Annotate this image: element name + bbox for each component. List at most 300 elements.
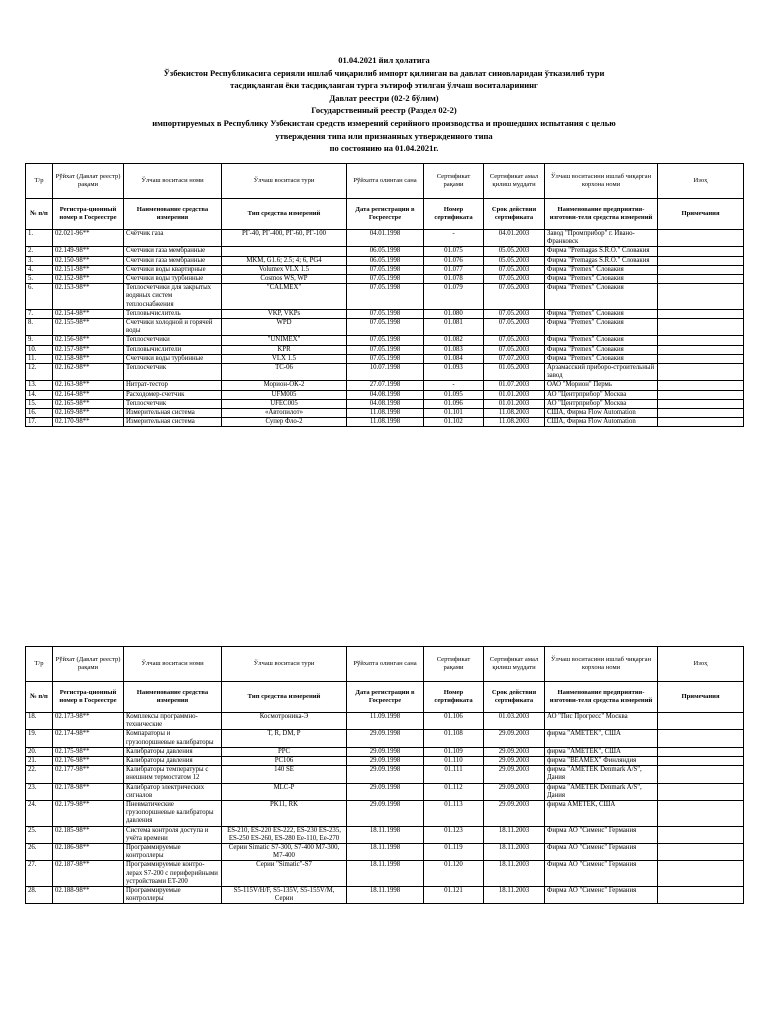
table-cell: 29.09.1998 [347, 757, 424, 766]
table-row [26, 766, 744, 783]
table-cell: 01.079 [424, 284, 484, 310]
registry-table-page-1 [25, 163, 744, 427]
table-cell [658, 844, 744, 861]
table-cell [658, 319, 744, 336]
table-cell [658, 275, 744, 284]
heading-state-date: по состоянию на 01.04.2021г. [329, 143, 439, 154]
table-cell: 07.05.1998 [347, 309, 424, 318]
table-cell: 3. [26, 256, 53, 265]
table-cell: РГ-40, РГ-400, РГ-60, РГ-100 [222, 230, 347, 247]
table-cell: Пневматические грузопоршневые калибраторы давления [124, 801, 222, 827]
table-row [26, 275, 744, 284]
table-cell: 19. [26, 730, 53, 747]
table-cell: 01.081 [424, 319, 484, 336]
table-cell: 02.155-98** [53, 319, 124, 336]
table-cell: Счетчики воды турбинные [124, 354, 222, 363]
table-cell [658, 354, 744, 363]
table-cell: "CALMEX" [222, 284, 347, 310]
table-cell: 2. [26, 247, 53, 256]
table-cell: Фирма "Premagas S.R.O." Словакия [545, 247, 658, 256]
table-cell: PPC [222, 747, 347, 756]
table-cell: 01.123 [424, 826, 484, 843]
table-row [26, 345, 744, 354]
header-cell: Примечания [658, 682, 744, 713]
table-cell [658, 265, 744, 274]
table-cell: 02.169-98** [53, 409, 124, 418]
table-cell: MKM, G1.6; 2.5; 4; 6, PG4 [222, 256, 347, 265]
document-heading [60, 54, 708, 155]
table-cell: 29.09.2003 [484, 783, 545, 800]
table-cell: 07.05.2003 [484, 284, 545, 310]
table-cell: Калибраторы температуры с внешним термостатом 12 [124, 766, 222, 783]
table-row [26, 309, 744, 318]
table-cell [658, 256, 744, 265]
table-cell: 7. [26, 309, 53, 318]
table-cell: 11. [26, 354, 53, 363]
header-cell: № п/п [26, 682, 53, 713]
table-cell: 07.05.1998 [347, 354, 424, 363]
table-cell: Программируемые контроллеры [124, 887, 222, 904]
table-cell: 6. [26, 284, 53, 310]
table-cell: 02.149-98** [53, 247, 124, 256]
table-cell: 28. [26, 887, 53, 904]
table-cell: 29.09.2003 [484, 757, 545, 766]
table-cell: «Автопилот» [222, 409, 347, 418]
table-cell: 02.179-98** [53, 801, 124, 827]
table-row [26, 801, 744, 827]
header-cell: Срок действия сертификата [484, 199, 545, 230]
table-row [26, 730, 744, 747]
table-cell [658, 801, 744, 827]
table-cell: T, R, DM, P [222, 730, 347, 747]
table-cell: Завод "Промприбор" г. Ивано-Франковск [545, 230, 658, 247]
table-cell [222, 247, 347, 256]
table-row [26, 399, 744, 408]
table-cell: UFM005 [222, 390, 347, 399]
table-cell: 02.163-98** [53, 381, 124, 390]
table-row [26, 418, 744, 427]
header-cell: Ўлчаш воситасини ишлаб чиқарган корхона номи [545, 647, 658, 682]
table-cell: Фирма "Premex" Словакия [545, 345, 658, 354]
table-cell: 01.07.2003 [484, 381, 545, 390]
table-cell: 02.158-98** [53, 354, 124, 363]
header-cell: Регистра-ционный номер в Госреестре [53, 682, 124, 713]
table-cell [658, 887, 744, 904]
table-cell [658, 284, 744, 310]
table-cell: 01.083 [424, 345, 484, 354]
table-row [26, 409, 744, 418]
table-cell: Теплосчетчики [124, 336, 222, 345]
table-cell: 18.11.2003 [484, 826, 545, 843]
header-cell: № п/п [26, 199, 53, 230]
table-cell: 06.05.1998 [347, 247, 424, 256]
table-cell: 07.05.1998 [347, 345, 424, 354]
heading-title-uz: Ўзбекистон Республикасига серияли ишлаб чиқарилиб импорт қилинган ва давлат синовларидан ўтказилиб тури [163, 67, 605, 78]
table-cell: Фирма АО "Сименс" Германия [545, 844, 658, 861]
table-cell: Измерительная система [124, 418, 222, 427]
table-cell: Калибраторы давления [124, 747, 222, 756]
table-cell: 01.076 [424, 256, 484, 265]
table-cell: 18.11.1998 [347, 887, 424, 904]
heading-title-uz-2: тасдиқланган ёки тасдиқланган турга эътироф этилган ўлчаш воситаларининг [230, 80, 538, 91]
table-cell: 02.188-98** [53, 887, 124, 904]
table-cell: 01.075 [424, 247, 484, 256]
table-cell: Расходомер-счетчик [124, 390, 222, 399]
header-cell: Ўлчаш воситаси номи [124, 164, 222, 199]
header-cell: Наименование предприятия-изготови-теля средства измерений [545, 682, 658, 713]
table-cell: Фирма АО "Сименс" Германия [545, 861, 658, 887]
table-row [26, 757, 744, 766]
table-cell: 10.07.1998 [347, 364, 424, 381]
table-cell: Счетчики воды турбинные [124, 275, 222, 284]
table-row [26, 390, 744, 399]
table-cell [658, 783, 744, 800]
table-cell: 29.09.2003 [484, 730, 545, 747]
table-cell: 06.05.1998 [347, 256, 424, 265]
table-cell: Теплосчетчик [124, 399, 222, 408]
table-cell: фирма AMETEK, США [545, 801, 658, 827]
header-cell: Примечания [658, 199, 744, 230]
table-cell: ES-210, ES-220 ES-222, ES-230 ES-235, ES-250 ES-260, ES-280 Ee-110, Ee-270 [222, 826, 347, 843]
header-cell: Наименование средства измерения [124, 682, 222, 713]
table-cell: 18.11.2003 [484, 844, 545, 861]
table-cell: 29.09.1998 [347, 766, 424, 783]
table-cell: 20. [26, 747, 53, 756]
table-cell: 01.101 [424, 409, 484, 418]
table-row [26, 381, 744, 390]
table-cell: 02.150-98** [53, 256, 124, 265]
table-cell: 10. [26, 345, 53, 354]
table-cell: Фирма АО "Сименс" Германия [545, 887, 658, 904]
table-cell: АО "Центрприбор" Москва [545, 399, 658, 408]
table-cell: Программируемые контроллеры [124, 844, 222, 861]
header-cell: Номер сертификата [424, 682, 484, 713]
table-row [26, 256, 744, 265]
table-cell: Арзамасский приборо-строительный завод [545, 364, 658, 381]
table-row [26, 230, 744, 247]
table-cell: 01.078 [424, 275, 484, 284]
table-cell: 02.165-98** [53, 399, 124, 408]
table-cell: 21. [26, 757, 53, 766]
table-cell: 07.05.1998 [347, 265, 424, 274]
table-cell: 02.170-98** [53, 418, 124, 427]
table-cell: 01.096 [424, 399, 484, 408]
header-cell: Рўйхатга олинган сана [347, 647, 424, 682]
table-cell: 23. [26, 783, 53, 800]
table-cell: 01.093 [424, 364, 484, 381]
header-cell: Сертификат рақами [424, 164, 484, 199]
table-cell: Фирма "Premagas S.R.O." Словакия [545, 256, 658, 265]
table-cell [658, 399, 744, 408]
table-header-uz [26, 164, 744, 199]
table-cell: 04.01.1998 [347, 230, 424, 247]
header-cell: Срок действия сертификата [484, 682, 545, 713]
table-cell: 01.102 [424, 418, 484, 427]
table-cell [658, 381, 744, 390]
table-cell: 02.176-98** [53, 757, 124, 766]
table-cell: Фирма "Premex" Словакия [545, 319, 658, 336]
table-cell [658, 730, 744, 747]
heading-registry-uz: Давлат реестри (02-2 бўлим) [329, 92, 439, 103]
table-cell: 1. [26, 230, 53, 247]
table-cell: 01.109 [424, 747, 484, 756]
table-cell: 05.05.2003 [484, 256, 545, 265]
table-cell: 8. [26, 319, 53, 336]
table-cell: KPR [222, 345, 347, 354]
header-cell: Сертификат амал қилиш муддати [484, 647, 545, 682]
table-cell: Тепловычислители [124, 345, 222, 354]
table-cell: 01.095 [424, 390, 484, 399]
header-cell: Тип средства измерений [222, 682, 347, 713]
header-cell: Рўйхат (Давлат реестр) рақами [53, 647, 124, 682]
table-cell: MLC-P [222, 783, 347, 800]
table-cell: 16. [26, 409, 53, 418]
table-row [26, 247, 744, 256]
table-cell: фирма "AMETEK Denmark A/S", Дания [545, 766, 658, 783]
table-cell: Комплексы программно-технические [124, 713, 222, 730]
table-cell: 18.11.1998 [347, 844, 424, 861]
header-cell: Регистра-ционный номер в Госреестре [53, 199, 124, 230]
table-row [26, 265, 744, 274]
table-row [26, 354, 744, 363]
table-cell: Тепловычислитель [124, 309, 222, 318]
table-cell [658, 364, 744, 381]
table-cell: 01.108 [424, 730, 484, 747]
table-cell: 02.164-98** [53, 390, 124, 399]
table-cell: 01.119 [424, 844, 484, 861]
table-cell: 14. [26, 390, 53, 399]
header-cell: Сертификат амал қилиш муддати [484, 164, 545, 199]
table-cell: 02.153-98** [53, 284, 124, 310]
table-cell: Калибраторы давления [124, 757, 222, 766]
table-cell: 12. [26, 364, 53, 381]
table-cell: Серии Simatic S7-300, S7-400 M7-300, M7-400 [222, 844, 347, 861]
table-cell: 07.05.2003 [484, 265, 545, 274]
table-cell: Фирма "Premex" Словакия [545, 336, 658, 345]
table-cell: 01.120 [424, 861, 484, 887]
table-cell: 9. [26, 336, 53, 345]
table-cell: 02.177-98** [53, 766, 124, 783]
table-cell: АО "Пис Прогресс" Москва [545, 713, 658, 730]
table-cell: PC106 [222, 757, 347, 766]
table-cell: 04.01.2003 [484, 230, 545, 247]
table-cell: "UNIMEX" [222, 336, 347, 345]
table-cell: 04.08.1998 [347, 399, 424, 408]
table-cell: АО "Центрприбор" Москва [545, 390, 658, 399]
table-cell: 04.08.1998 [347, 390, 424, 399]
table-cell: Счетчики воды квартирные [124, 265, 222, 274]
table-cell: 11.08.1998 [347, 409, 424, 418]
table-cell: Теплосчетчик [124, 364, 222, 381]
table-cell: 01.05.2003 [484, 364, 545, 381]
header-cell: Наименование предприятия-изготови-теля средства измерений [545, 199, 658, 230]
table-cell: 29.09.1998 [347, 783, 424, 800]
table-cell: 02.173-98** [53, 713, 124, 730]
header-cell: Дата регистрации в Госреестре [347, 682, 424, 713]
table-cell: Компараторы и грузопоршневые калибраторы [124, 730, 222, 747]
table-cell: 29.09.1998 [347, 801, 424, 827]
table-cell: 13. [26, 381, 53, 390]
table-row [26, 336, 744, 345]
table-cell: 07.07.2003 [484, 354, 545, 363]
table-cell: 01.106 [424, 713, 484, 730]
heading-registry-ru: Государственный реестр (Раздел 02-2) [311, 105, 457, 116]
table-cell: 140 SE [222, 766, 347, 783]
table-cell: Космотроника-Э [222, 713, 347, 730]
table-cell: Фирма "Premex" Словакия [545, 284, 658, 310]
table-cell: Супер Фло-2 [222, 418, 347, 427]
header-cell: Ўлчаш воситасини ишлаб чиқарган корхона номи [545, 164, 658, 199]
header-cell: Т/р [26, 164, 53, 199]
table-row [26, 887, 744, 904]
table-cell: 02.187-98** [53, 861, 124, 887]
table-cell: 05.05.2003 [484, 247, 545, 256]
table-cell: 11.09.1998 [347, 713, 424, 730]
table-cell: Теплосчетчики для закрытых водяных систем теплоснабжения [124, 284, 222, 310]
table-header-ru [26, 682, 744, 713]
header-cell: Ўлчаш воситаси тури [222, 647, 347, 682]
table-cell: 29.09.1998 [347, 730, 424, 747]
table-cell: Программируемые контро-лерах S7-200 с периферийными устройствами ET-200 [124, 861, 222, 887]
table-cell [658, 861, 744, 887]
table-cell: 07.05.1998 [347, 275, 424, 284]
table-cell: Серии "Simatic"-S7 [222, 861, 347, 887]
heading-title-ru-2: утверждения типа или признанных утвержденного типа [275, 130, 493, 141]
table-cell: 07.05.2003 [484, 275, 545, 284]
table-cell: Фирма "Premex" Словакия [545, 265, 658, 274]
table-cell: 29.09.1998 [347, 747, 424, 756]
table-cell: 02.185-98** [53, 826, 124, 843]
table-cell [658, 336, 744, 345]
table-cell: 01.03.2003 [484, 713, 545, 730]
table-cell: 02.156-98** [53, 336, 124, 345]
table-row [26, 747, 744, 756]
registry-table-page-2 [25, 646, 744, 904]
table-cell: - [424, 381, 484, 390]
table-cell: 11.08.2003 [484, 418, 545, 427]
table-row [26, 364, 744, 381]
table-cell [658, 826, 744, 843]
table-cell: 02.151-98** [53, 265, 124, 274]
table-cell: 29.09.2003 [484, 766, 545, 783]
table-cell: Морион-ОК-2 [222, 381, 347, 390]
table-cell: 18.11.2003 [484, 861, 545, 887]
table-cell: UFEC005 [222, 399, 347, 408]
table-cell: 01.110 [424, 757, 484, 766]
table-cell [658, 230, 744, 247]
table-cell: 27.07.1998 [347, 381, 424, 390]
table-cell [658, 390, 744, 399]
table-row [26, 783, 744, 800]
table-cell [658, 766, 744, 783]
table-cell: PK11, RK [222, 801, 347, 827]
table-cell: фирма "AMETEK", США [545, 747, 658, 756]
table-cell [658, 309, 744, 318]
table-cell: 18.11.2003 [484, 887, 545, 904]
header-cell: Номер сертификата [424, 199, 484, 230]
table-cell: 15. [26, 399, 53, 408]
table-cell: Нитрат-тестор [124, 381, 222, 390]
table-cell: VLX 1.5 [222, 354, 347, 363]
table-cell: 07.05.1998 [347, 284, 424, 310]
table-cell: Фирма "Premex" Словакия [545, 275, 658, 284]
table-header-uz [26, 647, 744, 682]
table-cell: 01.111 [424, 766, 484, 783]
table-cell [658, 247, 744, 256]
table-cell: 07.05.1998 [347, 319, 424, 336]
table-cell: 01.113 [424, 801, 484, 827]
table-cell: 11.08.1998 [347, 418, 424, 427]
table-cell: 01.121 [424, 887, 484, 904]
table-cell: WPD [222, 319, 347, 336]
table-cell: США, Фирма Flow Automation [545, 418, 658, 427]
heading-date: 01.04.2021 йил ҳолатига [338, 55, 430, 65]
table-cell: 18.11.1998 [347, 861, 424, 887]
table-cell: Калибратор электрических сигналов [124, 783, 222, 800]
table-cell: Cosmos WS, WP [222, 275, 347, 284]
table-cell: Фирма "Premex" Словакия [545, 354, 658, 363]
table-cell: VKP, VKPs [222, 309, 347, 318]
header-cell: Тип средства измерений [222, 199, 347, 230]
table-cell: 24. [26, 801, 53, 827]
table-cell: 25. [26, 826, 53, 843]
header-cell: Изоҳ [658, 647, 744, 682]
table-cell: 07.05.2003 [484, 345, 545, 354]
table-cell: 11.08.2003 [484, 409, 545, 418]
table-row [26, 713, 744, 730]
table-cell [658, 757, 744, 766]
table-cell: фирма "BEAMEX" Финляндия [545, 757, 658, 766]
table-cell: 4. [26, 265, 53, 274]
table-cell [658, 713, 744, 730]
table-header-ru [26, 199, 744, 230]
table-cell: 01.01.2003 [484, 390, 545, 399]
table-cell: 02.174-98** [53, 730, 124, 747]
table-cell: Счетчики холодной и горячей воды [124, 319, 222, 336]
table-row [26, 861, 744, 887]
table-cell: фирма "AMETEK Denmark A/S", Дания [545, 783, 658, 800]
table-cell: 01.01.2003 [484, 399, 545, 408]
table-cell: - [424, 230, 484, 247]
table-cell [658, 409, 744, 418]
table-cell: 29.09.2003 [484, 801, 545, 827]
table-row [26, 826, 744, 843]
table-cell: Фирма "Premex" Словакия [545, 309, 658, 318]
table-row [26, 319, 744, 336]
heading-title-ru: импортируемых в Республику Узбекистан средств измерений серийного производства и прошедших испытания с целью [152, 117, 616, 128]
table-cell: 01.084 [424, 354, 484, 363]
header-cell: Сертификат рақами [424, 647, 484, 682]
table-cell: ОАО "Морион" Пермь [545, 381, 658, 390]
table-cell: 02.175-98** [53, 747, 124, 756]
table-cell: 01.080 [424, 309, 484, 318]
table-cell [658, 418, 744, 427]
header-cell: Рўйхатга олинган сана [347, 164, 424, 199]
header-cell: Ўлчаш воситаси тури [222, 164, 347, 199]
table-cell: 07.05.2003 [484, 309, 545, 318]
table-cell: 26. [26, 844, 53, 861]
table-cell: США, Фирма Flow Automation [545, 409, 658, 418]
table-cell: 02.152-98** [53, 275, 124, 284]
table-cell: фирма "AMETEK", США [545, 730, 658, 747]
table-cell: 02.157-98** [53, 345, 124, 354]
table-cell [658, 747, 744, 756]
header-cell: Рўйхат (Давлат реестр) рақами [53, 164, 124, 199]
table-cell: 02.186-98** [53, 844, 124, 861]
table-cell: 18. [26, 713, 53, 730]
table-cell: 17. [26, 418, 53, 427]
table-cell: ТС-06 [222, 364, 347, 381]
